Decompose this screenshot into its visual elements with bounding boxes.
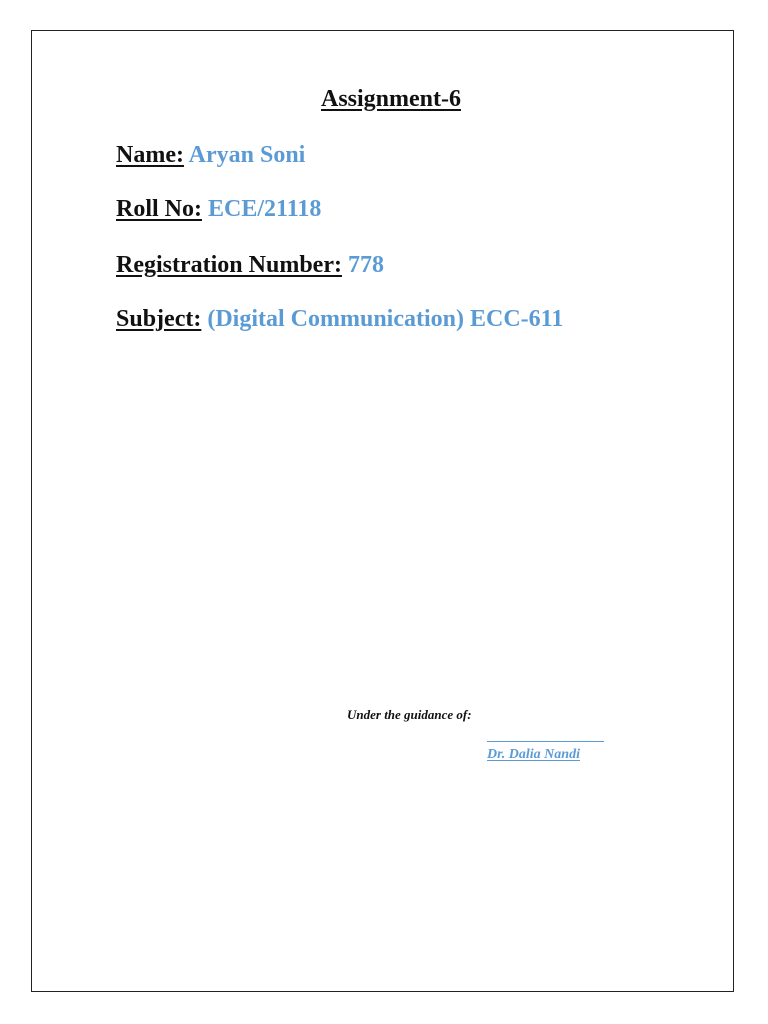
assignment-title: Assignment-6 [320, 86, 461, 112]
guide-name: Dr. Dalia Nandi [487, 747, 580, 762]
name-value: Aryan Soni [188, 142, 306, 168]
registration-value: 778 [347, 252, 384, 278]
roll-no-value: ECE/21118 [208, 196, 322, 222]
page-border [31, 30, 734, 992]
registration-label: Registration Number: [116, 252, 342, 278]
roll-no-field [116, 196, 321, 223]
subject-label: Subject: [116, 306, 202, 332]
guidance-divider [487, 741, 604, 742]
name-label: Name: [116, 142, 184, 168]
subject-value: (Digital Communication) ECC-611 [207, 306, 564, 332]
roll-no-label: Roll No: [116, 196, 202, 222]
subject-field [116, 306, 563, 333]
guidance-label: Under the guidance of: [347, 707, 472, 722]
name-field [116, 142, 305, 169]
registration-field [116, 252, 384, 279]
